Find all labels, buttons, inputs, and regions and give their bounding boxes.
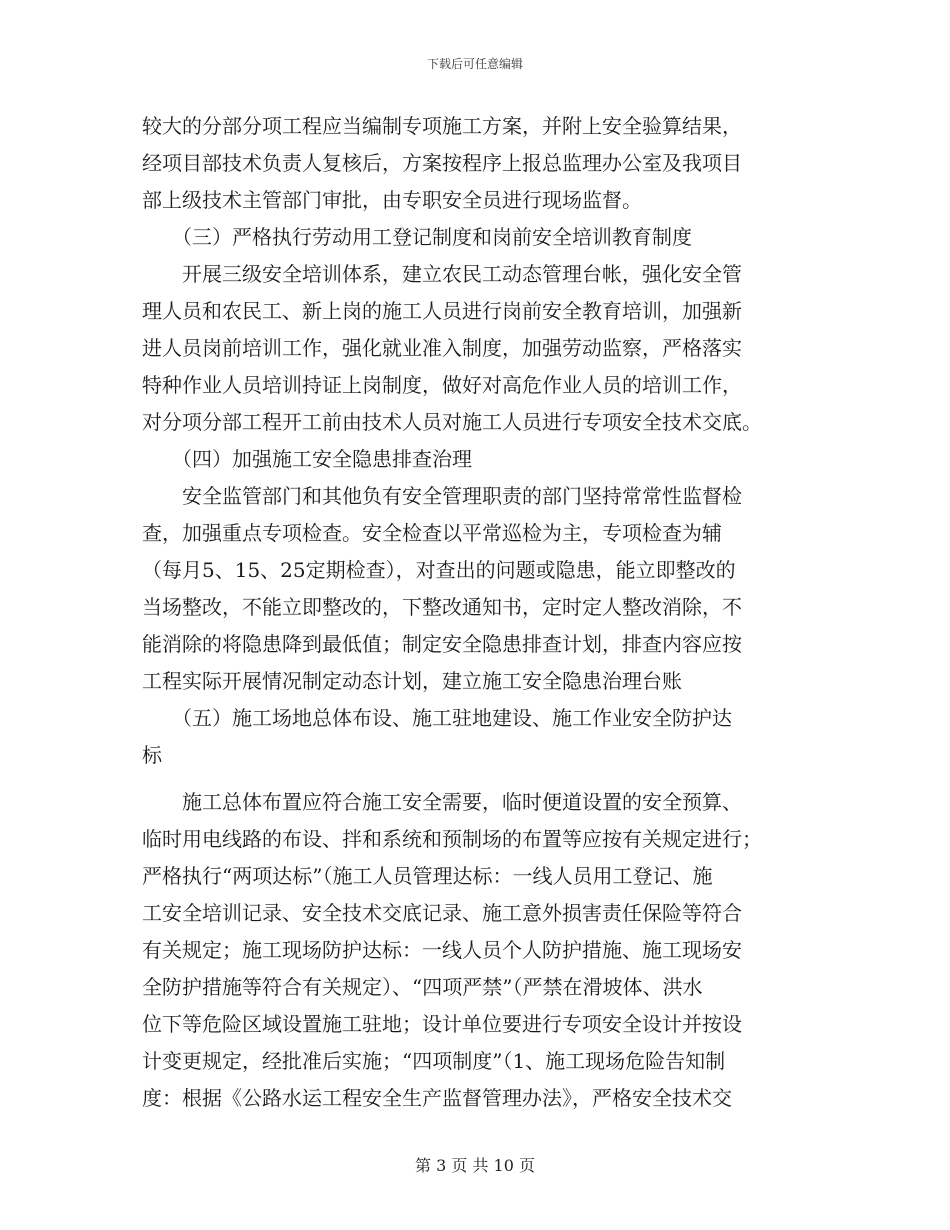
text-line: 理人员和农民工、新上岗的施工人员进行岗前安全教育培训，加强新	[142, 299, 742, 323]
text-line: 部上级技术主管部门审批，由专职安全员进行现场监督。	[142, 188, 642, 212]
text-line: 进人员岗前培训工作，强化就业准入制度，加强劳动监察，严格落实	[142, 336, 742, 360]
section-heading-5: （五）施工场地总体布设、施工驻地建设、施工作业安全防护达	[142, 706, 732, 730]
section-heading-3: （三）严格执行劳动用工登记制度和岗前安全培训教育制度	[142, 225, 692, 249]
text-line: 全防护措施等符合有关规定）、“四项严禁”（严禁在滑坡体、洪水	[142, 975, 703, 999]
text-line: 工程实际开展情况制定动态计划，建立施工安全隐患治理台账	[142, 669, 682, 693]
text-line: 安全监管部门和其他负有安全管理职责的部门坚持常常性监督检	[142, 484, 742, 508]
text-line: 查，加强重点专项检查。安全检查以平常巡检为主，专项检查为辅	[142, 521, 722, 545]
section-heading-5-cont: 标	[142, 743, 162, 767]
text-line: 当场整改，不能立即整改的，下整改通知书，定时定人整改消除，不	[142, 595, 742, 619]
text-line: 开展三级安全培训体系，建立农民工动态管理台帐，强化安全管	[142, 262, 742, 286]
text-line: （每月5、15、25定期检查），对查出的问题或隐患，能立即整改的	[142, 558, 736, 582]
text-line: 较大的分部分项工程应当编制专项施工方案，并附上安全验算结果，	[142, 114, 742, 138]
text-line: 特种作业人员培训持证上岗制度，做好对高危作业人员的培训工作，	[142, 373, 742, 397]
document-body	[142, 108, 812, 1117]
text-line: 能消除的将隐患降到最低值；制定安全隐患排查计划，排查内容应按	[142, 632, 742, 656]
section-heading-4: （四）加强施工安全隐患排查治理	[142, 447, 472, 471]
text-line: 工安全培训记录、安全技术交底记录、施工意外损害责任保险等符合	[142, 901, 742, 925]
text-line: 位下等危险区域设置施工驻地；设计单位要进行专项安全设计并按设	[142, 1012, 742, 1036]
page-number: 第 3 页 共 10 页	[415, 1156, 535, 1175]
text-line: 严格执行“两项达标”（施工人员管理达标：一线人员用工登记、施	[142, 864, 713, 888]
text-line: 度：根据《公路水运工程安全生产监督管理办法》，严格安全技术交	[142, 1086, 732, 1110]
text-line: 有关规定；施工现场防护达标：一线人员个人防护措施、施工现场安	[142, 938, 742, 962]
text-line: 对分项分部工程开工前由技术人员对施工人员进行专项安全技术交底。	[142, 410, 762, 434]
text-line: 临时用电线路的布设、拌和系统和预制场的布置等应按有关规定进行；	[142, 827, 762, 851]
text-line: 施工总体布置应符合施工安全需要，临时便道设置的安全预算、	[142, 790, 742, 814]
page-header: 下载后可任意编辑	[426, 57, 523, 71]
text-line: 计变更规定，经批准后实施；“四项制度”（1、施工现场危险告知制	[142, 1049, 726, 1073]
text-line: 经项目部技术负责人复核后，方案按程序上报总监理办公室及我项目	[142, 151, 742, 175]
